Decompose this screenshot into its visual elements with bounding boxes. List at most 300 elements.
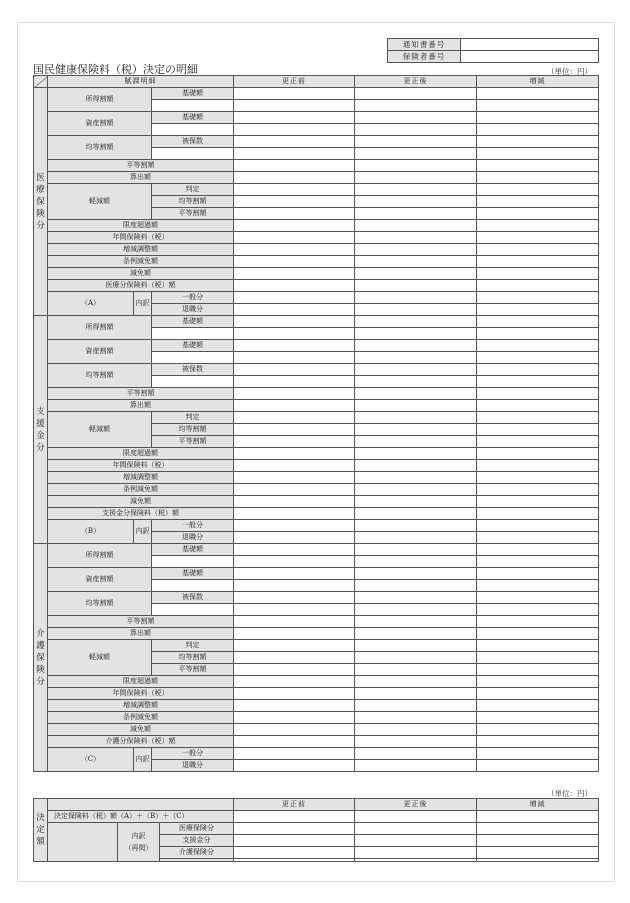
summary-medical-before-cell[interactable] [234,823,355,835]
sec1-limit-row [34,448,599,460]
insured-number-field[interactable] [461,51,599,63]
sec1-retired-change-cell[interactable] [477,532,599,544]
sec1-total-change-cell[interactable] [477,508,599,520]
sec0-equal-amount-change-cell[interactable] [477,148,599,160]
sec1-retired-label: 退職分 [152,532,234,544]
sec0-income-base-before-cell[interactable] [234,88,355,100]
sec1-calc-change-cell[interactable] [477,400,599,412]
sec0-annual-before-cell[interactable] [234,232,355,244]
sec2-adjust-change-cell[interactable] [477,700,599,712]
sec0-reduction-judge-change-cell[interactable] [477,184,599,196]
sec1-total-row [34,508,599,520]
sec1-general-label: 一般分 [152,520,234,532]
detail-table-body [34,88,599,772]
sec2-retired-change-cell[interactable] [477,760,599,772]
sec0-total-after-cell[interactable] [355,280,477,292]
sec0-general-label: 一般分 [152,292,234,304]
summary-header-after: 更正後 [355,799,477,811]
summary-breakdown-text: 内訳 [131,832,146,840]
sec0-reduction-row [34,184,599,196]
sec1-limit-change-cell[interactable] [477,448,599,460]
sec0-ordinance-change-cell[interactable] [477,256,599,268]
sec0-income-base-label: 基礎額 [152,88,234,100]
sec0-asset-amount-change-cell[interactable] [477,124,599,136]
sec2-limit-before-cell[interactable] [234,676,355,688]
sec1-income-amount-change-cell[interactable] [477,328,599,340]
sec1-reduction-equal-before-cell[interactable] [234,424,355,436]
sec0-adjust-label: 増減調整額 [48,244,234,256]
sec2-reduction-equal-after-cell[interactable] [355,652,477,664]
summary-care-after-cell[interactable] [355,847,477,859]
sec1-ordinance-change-cell[interactable] [477,484,599,496]
detail-table [33,75,599,772]
sec0-asset-amount-after-cell[interactable] [355,124,477,136]
sec1-equal-label: 均等割額 [48,364,152,388]
summary-care-label: 介護保険分 [160,847,234,859]
sec2-limit-label: 限度超過額 [48,676,234,688]
sec2-calc-label: 算出額 [48,628,234,640]
sec2-general-before-cell[interactable] [234,748,355,760]
sec0-total-change-cell[interactable] [477,280,599,292]
sec0-reduction-flat-before-cell[interactable] [234,208,355,220]
sec2-general-change-cell[interactable] [477,748,599,760]
sec2-exemption-label: 減免額 [48,724,234,736]
sec0-reduction-judge-label: 判定 [152,184,234,196]
sec2-income-amount-cell[interactable] [152,556,234,568]
sec2-calc-change-cell[interactable] [477,628,599,640]
summary-header-blank [48,799,234,811]
sec2-equal-label: 均等割額 [48,592,152,616]
sec0-reduction-flat-label: 平等割額 [152,208,234,220]
sec2-adjust-after-cell[interactable] [355,700,477,712]
sec2-insured-count-change-cell[interactable] [477,592,599,604]
sec0-asset-base-before-cell[interactable] [234,112,355,124]
decided-total-after-cell[interactable] [355,811,477,823]
sec2-reduction-flat-change-cell[interactable] [477,664,599,676]
sec0-ordinance-row [34,256,599,268]
sec2-asset-row [34,568,599,580]
sec2-reduction-judge-before-cell[interactable] [234,640,355,652]
sec2-adjust-row [34,700,599,712]
sec2-flat-after-cell[interactable] [355,616,477,628]
sec0-limit-after-cell[interactable] [355,220,477,232]
sec1-exemption-label: 減免額 [48,496,234,508]
sec0-total-label: 医療分保険料（税）額 [48,280,234,292]
sec1-ordinance-row [34,484,599,496]
sec0-exemption-before-cell[interactable] [234,268,355,280]
sec1-reduction-judge-before-cell[interactable] [234,412,355,424]
summary-support-before-cell[interactable] [234,835,355,847]
sec2-annual-after-cell[interactable] [355,688,477,700]
sec2-calc-row [34,628,599,640]
summary-medical-change-cell[interactable] [477,823,599,835]
sec2-equal-amount-before-cell[interactable] [234,604,355,616]
notice-number-label: 通知書番号 [388,39,461,51]
summary-support-after-cell[interactable] [355,835,477,847]
sec0-limit-label: 限度超過額 [48,220,234,232]
sec0-retired-after-cell[interactable] [355,304,477,316]
sec0-exemption-change-cell[interactable] [477,268,599,280]
sec0-flat-change-cell[interactable] [477,160,599,172]
notice-info-table [387,38,599,63]
summary-table [33,798,599,862]
summary-support-label: 支援金分 [160,835,234,847]
sec2-total-change-cell[interactable] [477,736,599,748]
sec2-asset-base-after-cell[interactable] [355,568,477,580]
sec2-exemption-before-cell[interactable] [234,724,355,736]
sec0-insured-count-before-cell[interactable] [234,136,355,148]
sec1-exemption-row [34,496,599,508]
sec0-reduction-equal-before-cell[interactable] [234,196,355,208]
sec1-general-after-cell[interactable] [355,520,477,532]
sec2-income-base-label: 基礎額 [152,544,234,556]
sec2-ordinance-label: 条例減免額 [48,712,234,724]
sec1-ordinance-label: 条例減免額 [48,484,234,496]
sec2-total-after-cell[interactable] [355,736,477,748]
sec1-annual-label: 年間保険料（税） [48,460,234,472]
sec1-asset-amount-change-cell[interactable] [477,352,599,364]
sec2-equal-amount-after-cell[interactable] [355,604,477,616]
sec0-flat-after-cell[interactable] [355,160,477,172]
sec1-reduction-flat-label: 平等割額 [152,436,234,448]
sec1-ordinance-after-cell[interactable] [355,484,477,496]
sec0-calc-after-cell[interactable] [355,172,477,184]
sec1-income-amount-before-cell[interactable] [234,328,355,340]
sec2-insured-count-after-cell[interactable] [355,592,477,604]
decided-total-row [34,811,599,823]
sec0-mark-label: （A） [48,292,134,316]
sec0-asset-amount-before-cell[interactable] [234,124,355,136]
sec0-general-before-cell[interactable] [234,292,355,304]
sec1-reduction-flat-before-cell[interactable] [234,436,355,448]
sec1-income-row [34,316,599,328]
sec1-income-base-change-cell[interactable] [477,316,599,328]
sec2-retired-before-cell[interactable] [234,760,355,772]
sec2-reduction-judge-change-cell[interactable] [477,640,599,652]
sec1-annual-before-cell[interactable] [234,460,355,472]
sec2-calc-before-cell[interactable] [234,628,355,640]
summary-spacer-before [234,859,355,862]
sec0-annual-row [34,232,599,244]
sec2-income-base-after-cell[interactable] [355,544,477,556]
sec2-reduction-equal-label: 均等割額 [152,652,234,664]
sec0-equal-amount-cell[interactable] [152,148,234,160]
sec0-retired-label: 退職分 [152,304,234,316]
sec0-retired-before-cell[interactable] [234,304,355,316]
sec1-general-change-cell[interactable] [477,520,599,532]
summary-unit-label: （単位：円） [547,789,592,798]
column-header-detail: 賦課明細 [48,76,234,88]
sec0-income-base-after-cell[interactable] [355,88,477,100]
sec0-adjust-before-cell[interactable] [234,244,355,256]
sec1-adjust-before-cell[interactable] [234,472,355,484]
sec0-asset-label: 資産割額 [48,112,152,136]
sec0-retired-change-cell[interactable] [477,304,599,316]
sec0-limit-change-cell[interactable] [477,220,599,232]
sec2-total-before-cell[interactable] [234,736,355,748]
sec2-income-amount-change-cell[interactable] [477,556,599,568]
sec1-income-amount-after-cell[interactable] [355,328,477,340]
sec0-calc-change-cell[interactable] [477,172,599,184]
sec1-annual-after-cell[interactable] [355,460,477,472]
sec2-income-row [34,544,599,556]
sec2-total-label: 介護分保険料（税）額 [48,736,234,748]
sec1-asset-base-before-cell[interactable] [234,340,355,352]
decided-total-before-cell[interactable] [234,811,355,823]
sec0-equal-amount-before-cell[interactable] [234,148,355,160]
sec1-adjust-change-cell[interactable] [477,472,599,484]
sec1-flat-before-cell[interactable] [234,388,355,400]
sec2-ordinance-change-cell[interactable] [477,712,599,724]
sec2-asset-amount-cell[interactable] [152,580,234,592]
sec2-ordinance-after-cell[interactable] [355,712,477,724]
sec2-income-base-change-cell[interactable] [477,544,599,556]
sec0-reduction-judge-before-cell[interactable] [234,184,355,196]
sec2-equal-row [34,592,599,604]
sec1-limit-after-cell[interactable] [355,448,477,460]
sec1-calc-row [34,400,599,412]
sec1-asset-amount-cell[interactable] [152,352,234,364]
sec0-general-row [34,292,599,304]
sec1-calc-after-cell[interactable] [355,400,477,412]
sec0-flat-before-cell[interactable] [234,160,355,172]
sec2-limit-change-cell[interactable] [477,676,599,688]
sec1-reduction-judge-after-cell[interactable] [355,412,477,424]
sec2-asset-amount-after-cell[interactable] [355,580,477,592]
sec0-asset-row [34,112,599,124]
sec2-reduction-flat-after-cell[interactable] [355,664,477,676]
sec1-income-base-after-cell[interactable] [355,316,477,328]
column-header-after: 更正後 [355,76,477,88]
sec0-limit-before-cell[interactable] [234,220,355,232]
sec1-asset-base-label: 基礎額 [152,340,234,352]
sec2-limit-row [34,676,599,688]
sec0-adjust-change-cell[interactable] [477,244,599,256]
sec2-flat-change-cell[interactable] [477,616,599,628]
summary-care-change-cell[interactable] [477,847,599,859]
sec2-ordinance-before-cell[interactable] [234,712,355,724]
sec0-calc-label: 算出額 [48,172,234,184]
sec2-asset-base-change-cell[interactable] [477,568,599,580]
corner-cell [34,76,48,88]
sec2-exemption-change-cell[interactable] [477,724,599,736]
sec1-limit-label: 限度超過額 [48,448,234,460]
sec1-equal-amount-change-cell[interactable] [477,376,599,388]
sec2-equal-amount-cell[interactable] [152,604,234,616]
sec0-insured-count-change-cell[interactable] [477,136,599,148]
sec0-annual-change-cell[interactable] [477,232,599,244]
sec0-flat-label: 平等割額 [48,160,234,172]
sec2-annual-before-cell[interactable] [234,688,355,700]
unit-label: （単位：円） [547,67,592,76]
notice-number-field[interactable] [461,39,599,51]
sec2-limit-after-cell[interactable] [355,676,477,688]
sec0-reduction-judge-after-cell[interactable] [355,184,477,196]
sec2-income-amount-after-cell[interactable] [355,556,477,568]
summary-blank-cell [48,823,118,862]
sec2-adjust-label: 増減調整額 [48,700,234,712]
sec0-reduction-flat-change-cell[interactable] [477,208,599,220]
sec0-asset-amount-cell[interactable] [152,124,234,136]
sec2-breakdown-label: 内訳 [134,748,152,772]
sec0-ordinance-before-cell[interactable] [234,256,355,268]
sec2-equal-amount-change-cell[interactable] [477,604,599,616]
sec0-equal-amount-after-cell[interactable] [355,148,477,160]
sec1-exemption-before-cell[interactable] [234,496,355,508]
sec1-equal-amount-cell[interactable] [152,376,234,388]
summary-spacer-cell [160,859,234,862]
decided-total-change-cell[interactable] [477,811,599,823]
sec1-general-row [34,520,599,532]
sec2-reduction-judge-after-cell[interactable] [355,640,477,652]
sec1-equal-amount-before-cell[interactable] [234,376,355,388]
sec2-asset-amount-change-cell[interactable] [477,580,599,592]
sec1-general-before-cell[interactable] [234,520,355,532]
sec0-general-change-cell[interactable] [477,292,599,304]
sec1-limit-before-cell[interactable] [234,448,355,460]
sec2-retired-label: 退職分 [152,760,234,772]
sec2-annual-label: 年間保険料（税） [48,688,234,700]
sec2-adjust-before-cell[interactable] [234,700,355,712]
sec1-equal-row [34,364,599,376]
sec2-general-after-cell[interactable] [355,748,477,760]
sec0-income-amount-cell[interactable] [152,100,234,112]
sec0-asset-base-after-cell[interactable] [355,112,477,124]
sec2-section-label: 介護保険分 [34,544,48,772]
sec0-insured-count-after-cell[interactable] [355,136,477,148]
sec1-retired-before-cell[interactable] [234,532,355,544]
sec1-total-label: 支援金分保険料（税）額 [48,508,234,520]
sec1-insured-count-before-cell[interactable] [234,364,355,376]
sec1-adjust-label: 増減調整額 [48,472,234,484]
sec0-asset-base-change-cell[interactable] [477,112,599,124]
sec2-reduction-label: 軽減額 [48,640,152,676]
sec0-reduction-equal-label: 均等割額 [152,196,234,208]
sec2-reduction-equal-before-cell[interactable] [234,652,355,664]
sec1-flat-after-cell[interactable] [355,388,477,400]
sec0-general-after-cell[interactable] [355,292,477,304]
sec1-reduction-judge-change-cell[interactable] [477,412,599,424]
sec0-limit-row [34,220,599,232]
sec1-total-after-cell[interactable] [355,508,477,520]
sec1-insured-count-change-cell[interactable] [477,364,599,376]
sec1-asset-amount-before-cell[interactable] [234,352,355,364]
sec1-income-amount-cell[interactable] [152,328,234,340]
sec1-reduction-equal-change-cell[interactable] [477,424,599,436]
sec0-reduction-equal-change-cell[interactable] [477,196,599,208]
sec2-total-row [34,736,599,748]
sec0-adjust-after-cell[interactable] [355,244,477,256]
sec0-income-amount-after-cell[interactable] [355,100,477,112]
sec2-asset-amount-before-cell[interactable] [234,580,355,592]
sec1-income-base-before-cell[interactable] [234,316,355,328]
sec0-income-amount-change-cell[interactable] [477,100,599,112]
sec0-annual-label: 年間保険料（税） [48,232,234,244]
sec0-reduction-label: 軽減額 [48,184,152,220]
sec1-reduction-flat-change-cell[interactable] [477,436,599,448]
sec2-income-base-before-cell[interactable] [234,544,355,556]
sec0-annual-after-cell[interactable] [355,232,477,244]
sec2-annual-change-cell[interactable] [477,688,599,700]
sec1-asset-amount-after-cell[interactable] [355,352,477,364]
summary-medical-after-cell[interactable] [355,823,477,835]
summary-header-before: 更正前 [234,799,355,811]
sec2-exemption-after-cell[interactable] [355,724,477,736]
sec0-exemption-label: 減免額 [48,268,234,280]
sec1-adjust-after-cell[interactable] [355,472,477,484]
sec0-equal-row [34,136,599,148]
sec0-reduction-flat-after-cell[interactable] [355,208,477,220]
sec0-breakdown-label: 内訳 [134,292,152,316]
sec1-total-before-cell[interactable] [234,508,355,520]
sec1-asset-base-change-cell[interactable] [477,340,599,352]
sec2-insured-count-before-cell[interactable] [234,592,355,604]
summary-medical-label: 医療保険分 [160,823,234,835]
page-title: 国民健康保険料（税）決定の明細 [33,63,198,76]
sec0-insured-count-label: 被保数 [152,136,234,148]
sec1-equal-amount-after-cell[interactable] [355,376,477,388]
sec2-income-label: 所得割額 [48,544,152,568]
sec0-exemption-after-cell[interactable] [355,268,477,280]
sec1-flat-change-cell[interactable] [477,388,599,400]
sec2-calc-after-cell[interactable] [355,628,477,640]
decided-amount-section-label: 決定額 [34,799,48,862]
sec2-reduction-flat-before-cell[interactable] [234,664,355,676]
sec0-flat-row [34,160,599,172]
detail-header-row [34,76,599,88]
sec0-reduction-equal-after-cell[interactable] [355,196,477,208]
sec0-ordinance-after-cell[interactable] [355,256,477,268]
sec1-exemption-change-cell[interactable] [477,496,599,508]
summary-spacer-change [477,859,599,862]
sec1-asset-base-after-cell[interactable] [355,340,477,352]
sec0-calc-before-cell[interactable] [234,172,355,184]
sec2-asset-base-before-cell[interactable] [234,568,355,580]
sec0-total-before-cell[interactable] [234,280,355,292]
column-header-change: 増減 [477,76,599,88]
sec1-insured-count-after-cell[interactable] [355,364,477,376]
sec0-income-base-change-cell[interactable] [477,88,599,100]
summary-support-change-cell[interactable] [477,835,599,847]
sec1-annual-change-cell[interactable] [477,460,599,472]
sec2-asset-label: 資産割額 [48,568,152,592]
sec2-ordinance-row [34,712,599,724]
sec2-retired-after-cell[interactable] [355,760,477,772]
sec0-income-amount-before-cell[interactable] [234,100,355,112]
sec0-calc-row [34,172,599,184]
sec2-reduction-flat-label: 平等割額 [152,664,234,676]
sec1-retired-after-cell[interactable] [355,532,477,544]
sec2-mark-label: （C） [48,748,134,772]
sec1-reduction-flat-after-cell[interactable] [355,436,477,448]
sec1-reduction-equal-after-cell[interactable] [355,424,477,436]
sec1-reduction-equal-label: 均等割額 [152,424,234,436]
summary-medical-row [34,823,599,835]
sec1-calc-label: 算出額 [48,400,234,412]
sec0-adjust-row [34,244,599,256]
summary-breakdown-label [118,823,160,862]
sec2-reduction-equal-change-cell[interactable] [477,652,599,664]
sec1-ordinance-before-cell[interactable] [234,484,355,496]
sec2-flat-before-cell[interactable] [234,616,355,628]
summary-care-before-cell[interactable] [234,847,355,859]
sec1-reduction-label: 軽減額 [48,412,152,448]
sec2-income-amount-before-cell[interactable] [234,556,355,568]
sec1-calc-before-cell[interactable] [234,400,355,412]
sec0-asset-base-label: 基礎額 [152,112,234,124]
sec1-exemption-after-cell[interactable] [355,496,477,508]
sec1-income-base-label: 基礎額 [152,316,234,328]
